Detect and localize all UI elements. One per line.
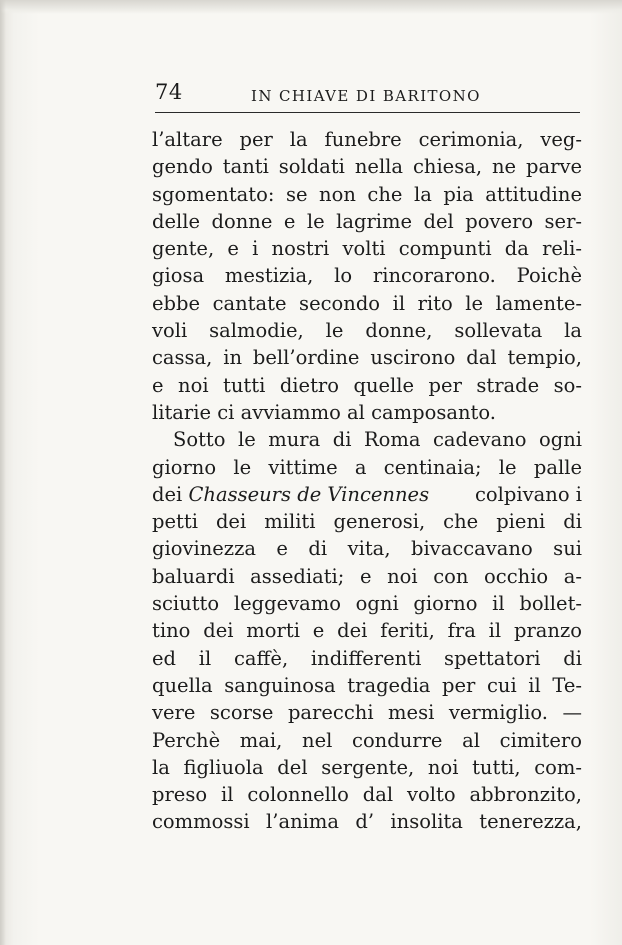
text-line: petti dei militi generosi, che pieni di xyxy=(152,510,582,534)
italic-phrase: Chasseurs de Vincennes xyxy=(188,482,430,506)
line-suffix: colpivano i xyxy=(475,482,582,506)
line-prefix: dei Chasseurs de Vincennes xyxy=(152,482,430,506)
running-head: IN CHIAVE DI BARITONO xyxy=(251,87,481,105)
page-header xyxy=(155,76,580,116)
text-line: gendo tanti soldati nella chiesa, ne parve xyxy=(152,155,582,179)
text-line: l’altare per la funebre cerimonia, veg- xyxy=(152,128,582,151)
text-line: vere scorse parecchi mesi vermiglio. — xyxy=(152,701,582,725)
text-line: Perchè mai, nel condurre al cimitero xyxy=(152,728,582,752)
text-line: cassa, in bell’ordine uscirono dal tempio, xyxy=(152,346,582,370)
text-line: la figliuola del sergente, noi tutti, com- xyxy=(152,755,582,779)
page-number: 74 xyxy=(155,80,183,104)
text-line: commossi l’anima d’ insolita tenerezza, xyxy=(152,810,582,834)
page-top-shadow xyxy=(0,0,622,14)
text-line: ed il caffè, indifferenti spettatori di xyxy=(152,646,582,670)
text-line: ebbe cantate secondo il rito le lamente- xyxy=(152,291,582,315)
text-line: giorno le vittime a centinaia; le palle xyxy=(152,455,582,479)
text-line: delle donne e le lagrime del povero ser- xyxy=(152,209,582,233)
header-rule xyxy=(155,112,580,113)
text-line: tino dei morti e dei feriti, fra il pranzo xyxy=(152,619,582,643)
text-line-with-italic xyxy=(152,481,582,508)
text-line: gente, e i nostri volti compunti da reli- xyxy=(152,237,582,261)
text-line: litarie ci avviammo al camposanto. xyxy=(152,400,496,424)
page-binding-edge xyxy=(0,0,6,945)
text-line: e noi tutti dietro quelle per strade so- xyxy=(152,373,582,397)
text-line: giosa mestizia, lo rincorarono. Poichè xyxy=(152,264,582,288)
text-line: sgomentato: se non che la pia attitudine xyxy=(152,182,582,206)
body-text xyxy=(152,126,582,836)
text-line: quella sanguinosa tragedia per cui il Te- xyxy=(152,673,582,697)
text-line: giovinezza e di vita, bivaccavano sui xyxy=(152,537,582,561)
text-line: sciutto leggevamo ogni giorno il bollet- xyxy=(152,592,582,616)
text-line: baluardi assediati; e noi con occhio a- xyxy=(152,564,582,588)
text-line: preso il colonnello dal volto abbronzito, xyxy=(152,783,582,807)
paragraph-start-line: Sotto le mura di Roma cadevano ogni xyxy=(173,428,582,452)
text-line: voli salmodie, le donne, sollevata la xyxy=(152,319,582,343)
